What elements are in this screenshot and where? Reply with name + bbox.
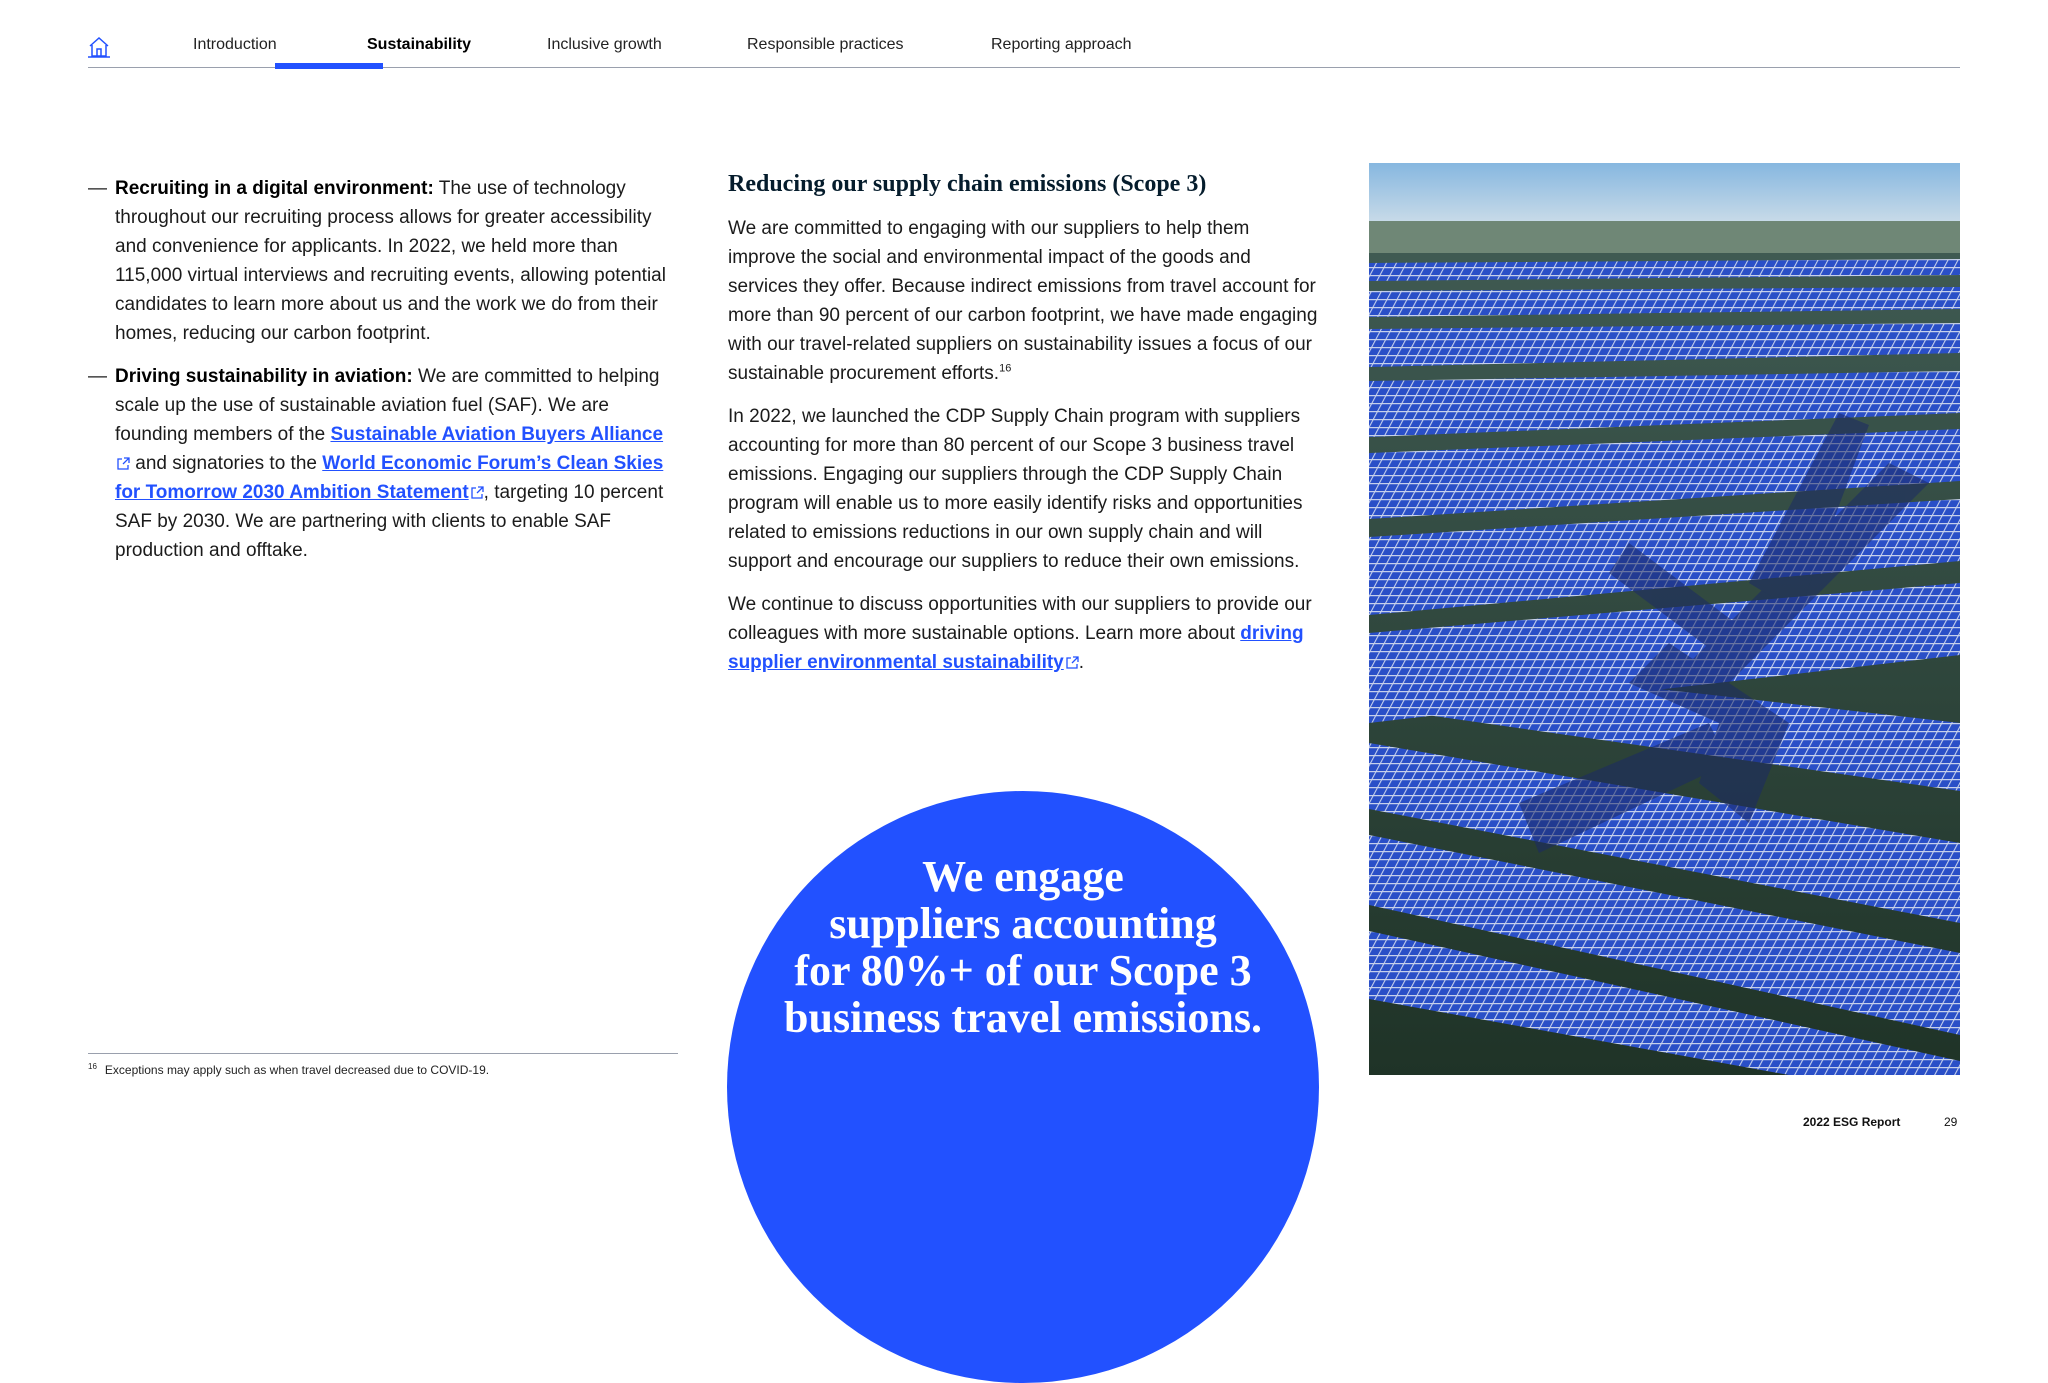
paragraph-text: We are committed to engaging with our suppliers to help them improve the social and environmental impact of the goods and services they offer. Because indirect emissions from travel account for more than 90 percent of our carbon footprint, we have made engaging with our travel-related suppliers on sustainability issues a focus of our sustainable procurement efforts. [728,218,1318,384]
callout-line: business travel emissions. [784,993,1262,1042]
footnote [88,1063,489,1077]
external-link-icon[interactable] [117,457,130,470]
tab-inclusive-growth[interactable]: Inclusive growth [547,36,662,53]
solar-panels-illustration [1369,163,1960,1075]
callout-line: We engage [922,852,1124,901]
tab-introduction[interactable]: Introduction [193,36,277,53]
external-link-icon[interactable] [1066,656,1079,669]
bullet-text: The use of technology throughout our recruiting process allows for greater accessibility and convenience for applicants. In 2022, we held more than 115,000 virtual interviews and recruiting events, allowing potential candidates to learn more about us and the work we do from their homes, reducing our carbon footprint. [115,178,666,344]
paragraph-text: We continue to discuss opportunities with our suppliers to provide our colleagues with more sustainable options. Learn more about [728,594,1312,644]
bullet-text: We are committed to helping scale up the use of sustainable aviation fuel (SAF). We are founding members of the [115,366,660,445]
paragraph-cdp-program: In 2022, we launched the CDP Supply Chain program with suppliers accounting for more than 80 percent of our Scope 3 business travel emissions. Engaging our suppliers through the CDP Supply Chain program will enable us to more easily identify risks and opportunities related to emissions reductions in our own supply chain and will support and encourage our suppliers to reduce their own emissions. [728,406,1303,572]
section-heading: Reducing our supply chain emissions (Scope 3) [728,171,1207,197]
bullet-dash: — [88,178,107,199]
external-link-icon[interactable] [471,486,484,499]
bullet-text: , targeting 10 percent SAF by 2030. We are partnering with clients to enable SAF production and offtake. [115,482,664,561]
tab-sustainability[interactable]: Sustainability [367,36,472,53]
bullet-title: Recruiting in a digital environment: [115,178,434,199]
home-icon[interactable] [88,36,110,58]
paragraph-commitment [728,214,1318,388]
callout-line: suppliers accounting [829,899,1217,948]
top-navigation [88,0,1960,68]
tab-reporting-approach[interactable]: Reporting approach [991,36,1132,53]
active-tab-indicator [275,63,383,69]
paragraph-text: . [1078,652,1085,673]
left-column [88,174,678,579]
bullet-recruiting [88,174,678,348]
footnote-number: 16 [88,1062,97,1071]
link-driving-supplier-sustainability[interactable]: driving supplier environmental sustainability [728,623,1304,673]
bullet-text: and signatories to the [130,453,323,474]
callout-line: for 80%+ of our Scope 3 [794,946,1252,995]
footnote-divider [88,1053,678,1054]
solar-panels-photo [1369,163,1960,1075]
paragraph-learn-more [728,590,1318,677]
tab-responsible-practices[interactable]: Responsible practices [747,36,904,53]
callout-text [727,853,1319,1041]
footnote-marker: 16 [999,362,1012,375]
link-clean-skies-statement[interactable]: World Economic Forum’s Clean Skies for Tomorrow 2030 Ambition Statement [115,453,664,503]
bullet-aviation [88,362,678,565]
report-title: 2022 ESG Report [1803,1115,1901,1129]
footnote-text: Exceptions may apply such as when travel decreased due to COVID-19. [104,1063,490,1077]
middle-column [728,168,1318,691]
bullet-title: Driving sustainability in aviation: [115,366,413,387]
bullet-dash: — [88,366,107,387]
page-number: 29 [1944,1115,1958,1129]
link-sustainable-aviation-buyers-alliance[interactable]: Sustainable Aviation Buyers Alliance [330,424,664,445]
